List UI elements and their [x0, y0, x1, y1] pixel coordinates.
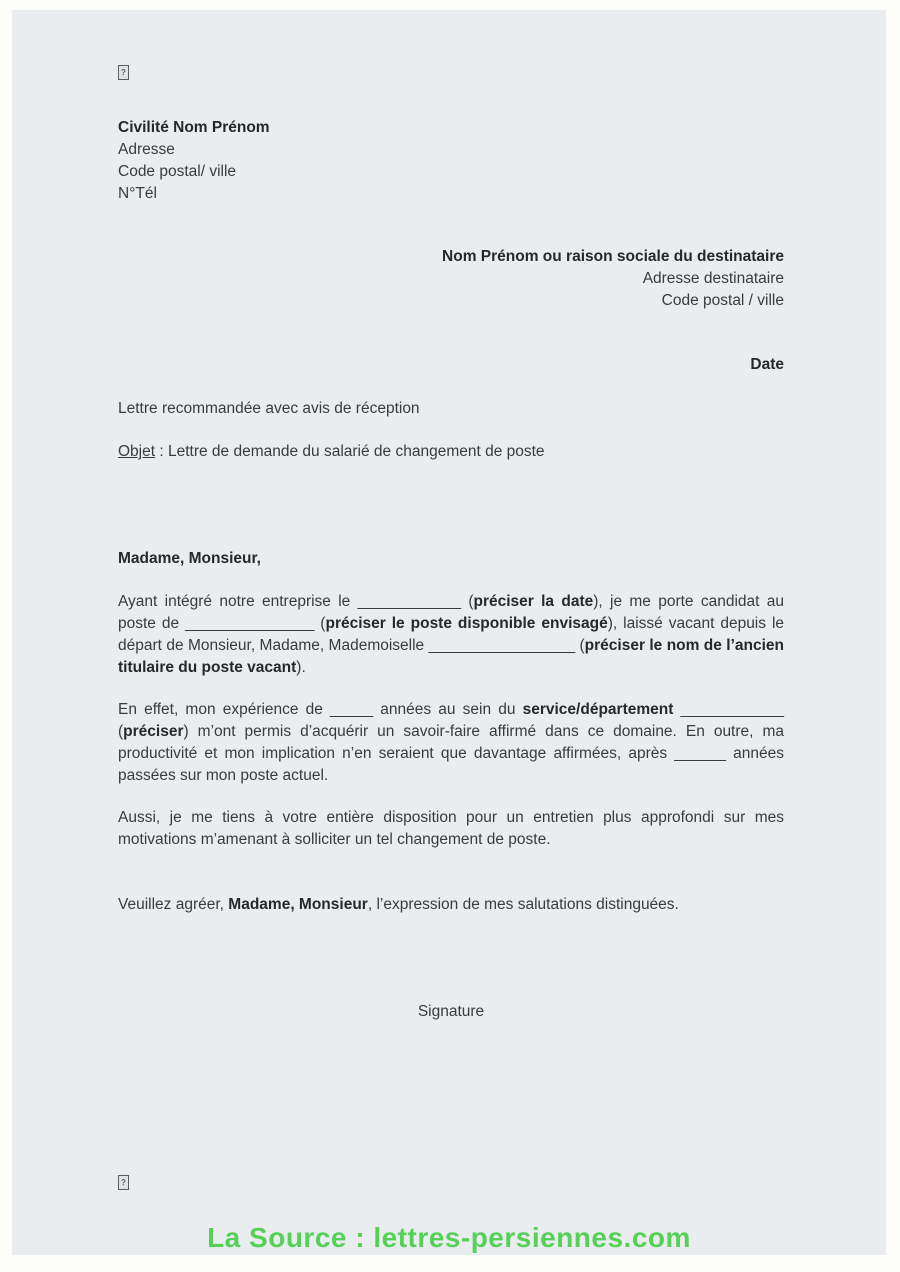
salutation: Madame, Monsieur,	[118, 550, 261, 567]
recipient-name: Nom Prénom ou raison sociale du destinataire	[442, 248, 784, 265]
paragraph-2-bold-service: service/département	[522, 701, 674, 718]
subject-label: Objet	[118, 443, 156, 460]
subject-text: Lettre de demande du salarié de changement de poste	[167, 443, 545, 460]
paragraph-1	[118, 591, 784, 679]
paragraph-4-text: Veuillez agréer,	[118, 896, 229, 913]
paragraph-1-text-2: ), je me porte candidat au poste de _______________ (	[118, 593, 784, 632]
letter-page	[12, 10, 886, 1255]
paragraph-1-bold-date-hint: préciser la date	[473, 593, 594, 610]
subject-separator: :	[155, 443, 168, 460]
missing-character-icon-bottom: ?	[118, 1175, 129, 1190]
paragraph-4-text-2: , l’expression de mes salutations distinguées.	[367, 896, 679, 913]
sender-block	[118, 117, 270, 205]
paragraph-2-text: En effet, mon expérience de _____ années au sein du	[118, 701, 523, 718]
paragraph-1-bold-name-hint: préciser le nom de l’ancien titulaire du poste vacant	[118, 637, 784, 676]
sender-postal-city: Code postal/ ville	[118, 163, 237, 180]
paragraph-2-text-2: ____________ (	[118, 701, 784, 740]
sender-name: Civilité Nom Prénom	[118, 119, 270, 136]
recipient-block	[442, 246, 784, 312]
recipient-address: Adresse destinataire	[642, 270, 784, 287]
paragraph-1-text-3: ), laissé vacant depuis le départ de Monsieur, Madame, Mademoiselle _________________ (	[118, 615, 785, 654]
sender-address: Adresse	[118, 141, 175, 158]
recipient-postal-city: Code postal / ville	[661, 292, 784, 309]
paragraph-4	[118, 894, 784, 916]
paragraph-1-text-4: ).	[296, 659, 306, 676]
paragraph-1-bold-post-hint: préciser le poste disponible envisagé	[325, 615, 608, 632]
paragraph-3: Aussi, je me tiens à votre entière disposition pour un entretien plus approfondi sur mes motivations m’amenant à solliciter un tel changement de poste.	[118, 809, 784, 848]
date-label: Date	[750, 356, 784, 373]
sender-phone: N°Tél	[118, 185, 157, 202]
paragraph-4-bold-madame: Madame, Monsieur	[228, 896, 368, 913]
source-watermark: La Source : lettres-persiennes.com	[207, 1222, 691, 1253]
subject-line	[118, 441, 545, 463]
registered-mail-line: Lettre recommandée avec avis de réception	[118, 400, 420, 417]
paragraph-1-text: Ayant intégré notre entreprise le ____________ (	[118, 593, 474, 610]
missing-character-icon: ?	[118, 65, 129, 80]
signature-label: Signature	[417, 1003, 485, 1020]
paragraph-2	[118, 699, 784, 787]
paragraph-2-bold-preciser: préciser	[123, 723, 184, 740]
paragraph-2-text-3: ) m’ont permis d’acquérir un savoir-faire affirmé dans ce domaine. En outre, ma productivité et mon implication n’en seraient que davantage affirmées, après ______ années passées sur mon poste actuel.	[118, 723, 784, 784]
